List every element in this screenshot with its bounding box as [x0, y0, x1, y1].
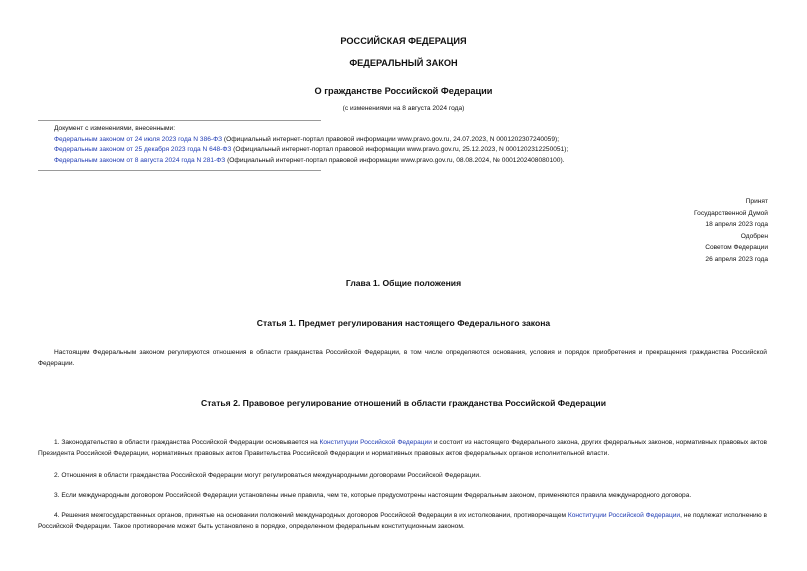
- divider-top: [38, 120, 321, 121]
- divider-bottom: [38, 170, 321, 171]
- adoption-block: [694, 196, 768, 266]
- article-2-paragraph-1: 1. Законодательство в области гражданства Российской Федерации основывается на Конституции Российской Федерации и состоит из настоящего Федерального закона, других федеральных законов, нормативных правовых актов Президента Российской Федерации, нормативных правовых актов Правительства Российской Федерации и нормативных правовых актов федеральных органов исполнительной власти.: [38, 439, 767, 457]
- edition-note: (с изменениями на 8 августа 2024 года): [342, 105, 465, 112]
- chapter-title: Глава 1. Общие положения: [345, 278, 462, 288]
- amendments-intro: Документ с изменениями, внесенными:: [54, 125, 176, 132]
- article-2-paragraph-3: 3. Если международным договором Российской Федерации установлены иные правила, чем те, которые предусмотрены настоящим Федеральным законом, применяются правила международного договора.: [54, 492, 692, 499]
- article-1-text: Настоящим Федеральным законом регулируются отношения в области гражданства Российской Федерации, в том числе определяются основания, условия и порядок приобретения и прекращения гражданства Российской Федерации.: [38, 349, 767, 367]
- adoption-line: Советом Федерации: [705, 244, 768, 252]
- article-2-paragraph-2: 2. Отношения в области гражданства Российской Федерации могут регулироваться международными договорами Российской Федерации.: [54, 472, 481, 479]
- amendment-item: [54, 156, 794, 167]
- amendment-item: [54, 135, 794, 146]
- amendment-link[interactable]: Федеральным законом от 8 августа 2024 года N 281-ФЗ: [54, 156, 226, 164]
- adoption-line: 18 апреля 2023 года: [705, 221, 768, 229]
- constitution-link[interactable]: Конституции Российской Федерации: [567, 512, 681, 519]
- amendment-source: (Официальный интернет-портал правовой информации www.pravo.gov.ru, 25.12.2023, N 0001202312250051);: [231, 146, 569, 154]
- amendment-item: [54, 145, 794, 156]
- adoption-line: Принят: [745, 198, 768, 205]
- adoption-line: Государственной Думой: [694, 209, 768, 217]
- adoption-line: 26 апреля 2023 года: [705, 255, 768, 263]
- amendment-source: (Официальный интернет-портал правовой информации www.pravo.gov.ru, 24.07.2023, N 0001202307240059);: [222, 135, 560, 143]
- article-2-paragraph-4: 4. Решения межгосударственных органов, принятые на основании положений международных договоров Российской Федерации в их истолковании, противоречащем Конституции Российской Федерации, не подлежат исполнению в Российской Федерации. Такое противоречие может быть установлено в порядке, определенном федеральным конституционным законом.: [38, 512, 767, 530]
- amendment-link[interactable]: Федеральным законом от 25 декабря 2023 года N 648-ФЗ: [54, 146, 232, 154]
- law-title: О гражданстве Российской Федерации: [314, 86, 493, 96]
- amendments-block: [54, 124, 794, 166]
- amendment-source: (Официальный интернет-портал правовой информации www.pravo.gov.ru, 08.08.2024, № 0001202408080100).: [225, 156, 565, 164]
- country-heading: РОССИЙСКАЯ ФЕДЕРАЦИЯ: [340, 36, 467, 46]
- article-2-title: Статья 2. Правовое регулирование отношений в области гражданства Российской Федерации: [201, 398, 606, 408]
- constitution-link[interactable]: Конституции Российской Федерации: [319, 439, 432, 446]
- adoption-line: Одобрен: [740, 232, 768, 240]
- article-1-title: Статья 1. Предмет регулирования настоящего Федерального закона: [256, 318, 551, 328]
- amendment-link[interactable]: Федеральным законом от 24 июля 2023 года N 386-ФЗ: [54, 135, 223, 143]
- law-type-heading: ФЕДЕРАЛЬНЫЙ ЗАКОН: [349, 58, 458, 68]
